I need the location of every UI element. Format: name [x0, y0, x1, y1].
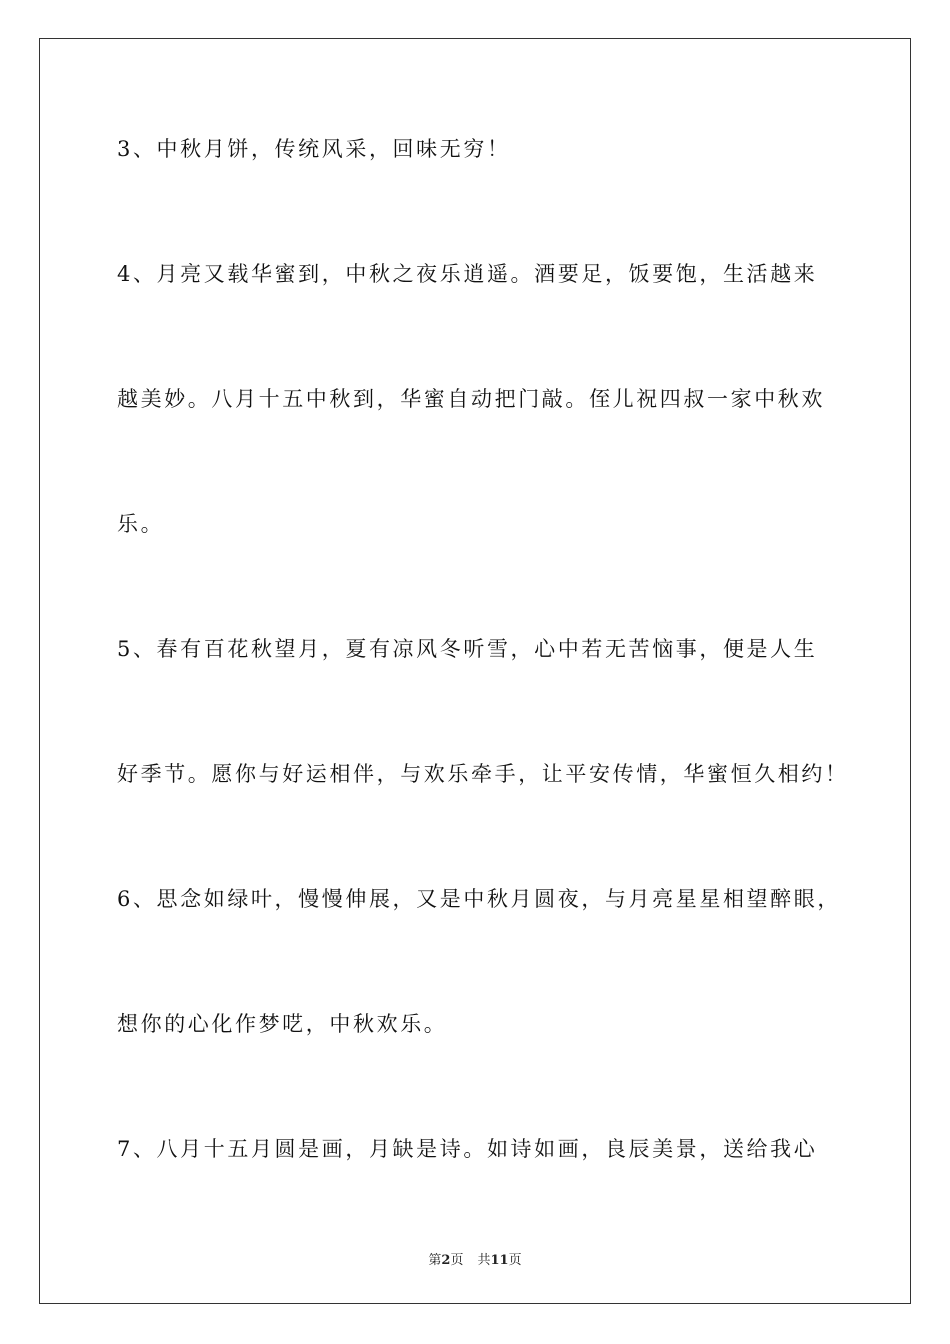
text-line: 想你的心化作梦呓，中秋欢乐。 — [117, 1012, 448, 1036]
text-line: 3、中秋月饼，传统风采，回味无穷！ — [117, 137, 511, 161]
page-frame — [39, 38, 911, 1304]
text-line: 5、春有百花秋望月，夏有凉风冬听雪，心中若无苦恼事，便是人生 — [117, 637, 818, 661]
total-pages-label: 共11页 — [477, 1253, 522, 1268]
text-line: 6、思念如绿叶，慢慢伸展，又是中秋月圆夜，与月亮星星相望醉眼， — [117, 887, 841, 911]
page-footer — [0, 1249, 950, 1268]
text-line: 7、八月十五月圆是画，月缺是诗。如诗如画，良辰美景，送给我心 — [117, 1137, 818, 1161]
text-line: 好季节。愿你与好运相伴，与欢乐牵手，让平安传情，华蜜恒久相约！ — [117, 762, 849, 786]
text-line: 4、月亮又载华蜜到，中秋之夜乐逍遥。酒要足，饭要饱，生活越来 — [117, 262, 818, 286]
page-number-label: 第2页 — [428, 1253, 464, 1268]
text-line: 乐。 — [117, 512, 165, 536]
text-line: 越美妙。八月十五中秋到，华蜜自动把门敲。侄儿祝四叔一家中秋欢 — [117, 387, 825, 411]
